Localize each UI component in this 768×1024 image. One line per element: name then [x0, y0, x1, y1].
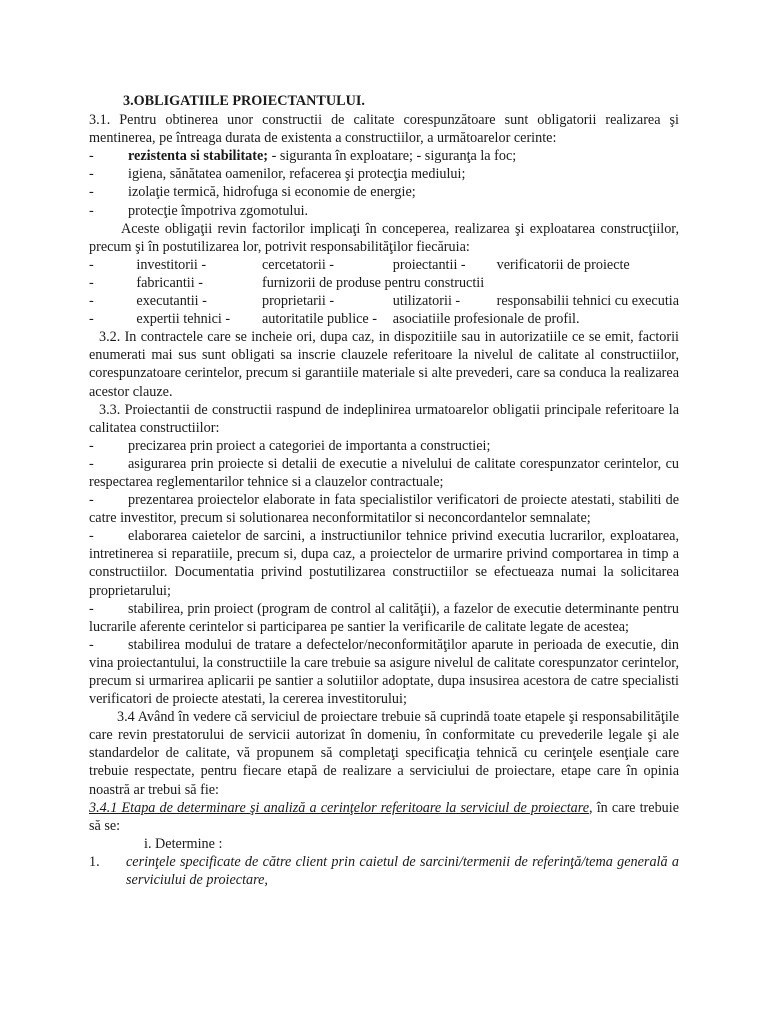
- list-dash: -: [89, 636, 94, 653]
- table-cell: asociatiile profesionale de profil.: [392, 311, 580, 328]
- section-heading: 3.OBLIGATIILE PROIECTANTULUI.: [123, 93, 365, 109]
- list-dash: -: [89, 492, 94, 509]
- list-item: [89, 147, 679, 165]
- list-item: [89, 437, 679, 455]
- item-text: cerinţele specificate de către client prin caietul de sarcini/termenii de referinţă/tema generală a serviciului de proiectare,: [126, 853, 679, 889]
- table-cell: -: [89, 293, 94, 310]
- table-cell: autoritatile publice -: [261, 311, 377, 328]
- list-item: [89, 600, 679, 636]
- table-cell: proiectantii -: [392, 256, 466, 273]
- table-row: [89, 256, 679, 274]
- table-cell: investitorii -: [136, 256, 207, 273]
- table-cell: proprietarii -: [261, 293, 335, 310]
- table-cell: furnizorii de produse pentru constructii: [261, 274, 485, 291]
- obligation-text: asigurarea prin proiecte si detalii de executie a nivelului de calitate corespunzator cerintelor, cu respectarea reglementarilor tehnice si a clauzelor contractuale;: [89, 455, 679, 490]
- list-dash: -: [89, 600, 94, 617]
- subsection-title: 3.4.1 Etapa de determinare şi analiză a cerinţelor referitoare la serviciul de proiectare: [89, 799, 590, 816]
- requirements-list: [0, 147, 768, 219]
- list-dash: -: [89, 202, 94, 219]
- list-dash: -: [89, 528, 94, 545]
- paragraph-3-3: 3.3. Proiectantii de constructii raspund de indeplinirea urmatoarelor obligatii principale referitoare la calitatea constructiilor:: [89, 401, 679, 436]
- table-cell: -: [89, 311, 94, 328]
- table-cell: responsabilii tehnici cu executia: [496, 293, 679, 310]
- list-dash: -: [89, 184, 94, 201]
- numbered-item: [89, 853, 679, 889]
- table-cell: expertii tehnici -: [136, 311, 231, 328]
- list-dash: -: [89, 455, 94, 472]
- obligation-text: stabilirea modului de tratare a defectelor/neconformităţilor aparute in perioada de executie, din vina proiectantului, la constructiile la care trebuie sa asigure nivelul de calitate corespunzator cerintelor, precum si urmarirea aplicarii pe santier a solutiilor adoptate, dupa insusirea acestora de catre specialisti verificatori de proiecte atestati, la cererea investitorului;: [89, 636, 679, 708]
- roman-item: i. Determine :: [144, 835, 223, 852]
- list-item: [89, 636, 679, 708]
- obligation-text: precizarea prin proiect a categoriei de importanta a constructiei;: [128, 437, 491, 454]
- list-item: [89, 165, 679, 183]
- requirement-text: igiena, sănătatea oamenilor, refacerea şi protecţia mediului;: [128, 166, 466, 183]
- table-cell: executantii -: [136, 293, 207, 310]
- obligation-text: prezentarea proiectelor elaborate in fata specialistilor verificatori de proiecte atestati, stabiliti de catre investitor, precum si solutionarea neconformitatilor si neconcordantelor semnalate;: [89, 492, 679, 527]
- table-cell: fabricantii -: [136, 274, 203, 291]
- subsection-rest: , în care trebuie să se:: [89, 799, 680, 834]
- obligations-list: [0, 437, 768, 708]
- table-cell: utilizatorii -: [392, 293, 461, 310]
- table-cell: verificatorii de proiecte: [496, 256, 630, 273]
- table-row: [89, 292, 679, 310]
- list-item: [89, 527, 679, 599]
- table-row: [89, 274, 679, 292]
- obligation-text: stabilirea, prin proiect (program de control al calităţii), a fazelor de executie determinante pentru lucrarile aferente cerintelor si participarea pe santier la verificarile de calitate legate de acestea;: [89, 600, 679, 635]
- table-row: [89, 310, 679, 328]
- paragraph-obligatii: Aceste obligaţii revin factorilor implicaţi în conceperea, realizarea şi exploatarea construcţiilor, precum şi în postutilizarea lor, potrivit responsabilităţilor fiecăruia:: [89, 220, 679, 255]
- table-cell: -: [89, 256, 94, 273]
- requirement-text: izolaţie termică, hidrofuga si economie de energie;: [128, 184, 416, 201]
- requirement-text: - siguranta în exploatare; - siguranţa la foc;: [268, 148, 517, 165]
- paragraph-3-4: 3.4 Având în vedere că serviciul de proiectare trebuie să cuprindă toate etapele şi responsabilităţile care revin prestatorului de servicii autorizat în domeniu, în conformitate cu prevederile legale şi ale standardelor de calitate, vă propunem să completaţi specificaţia tehnică cu cerinţele esenţiale care trebuie respectate, pentru fiecare etapă de realizare a serviciului de proiectare, etape care în opinia noastră ar trebui să fie:: [89, 709, 679, 798]
- requirement-text: protecţie împotriva zgomotului.: [128, 202, 309, 219]
- list-item: [89, 491, 679, 527]
- factors-table: [89, 256, 679, 328]
- list-dash: -: [89, 437, 94, 454]
- table-cell: cercetatorii -: [261, 256, 335, 273]
- table-cell: -: [89, 274, 94, 291]
- list-item: [89, 455, 679, 491]
- paragraph-3-1: 3.1. Pentru obtinerea unor constructii de calitate corespunzătoare sunt obligatorii realizarea şi mentinerea, pe întreaga durata de existenta a constructiilor, a următoarelor cerinte:: [89, 112, 679, 147]
- list-item: [89, 183, 679, 201]
- paragraph-3-4-1: [89, 799, 679, 835]
- requirement-bold: rezistenta si stabilitate;: [128, 148, 269, 165]
- obligation-text: elaborarea caietelor de sarcini, a instructiunilor tehnice privind executia lucrarilor, exploatarea, intretinerea si reparatiile, precum si, dupa caz, a proiectelor de urmarire privind comportarea in timp a constructiilor. Documentatia privind postutilizarea constructiilor se efectueaza numai la solicitarea proprietarului;: [89, 528, 679, 599]
- list-dash: -: [89, 166, 94, 183]
- paragraph-3-2: 3.2. In contractele care se incheie ori, dupa caz, in dispozitiile sau in autorizatiile ce se emit, factorii enumerati mai sus sunt obligati sa inscrie clauzele referitoare la nivelul de calitate al constructiilor, corespunzatoare cerintelor, precum si garantiile materiale si alte prevederi, care sa conduca la realizarea acestor clauze.: [89, 329, 679, 400]
- item-number: 1.: [89, 853, 100, 870]
- list-item: [89, 202, 679, 220]
- list-dash: -: [89, 148, 94, 165]
